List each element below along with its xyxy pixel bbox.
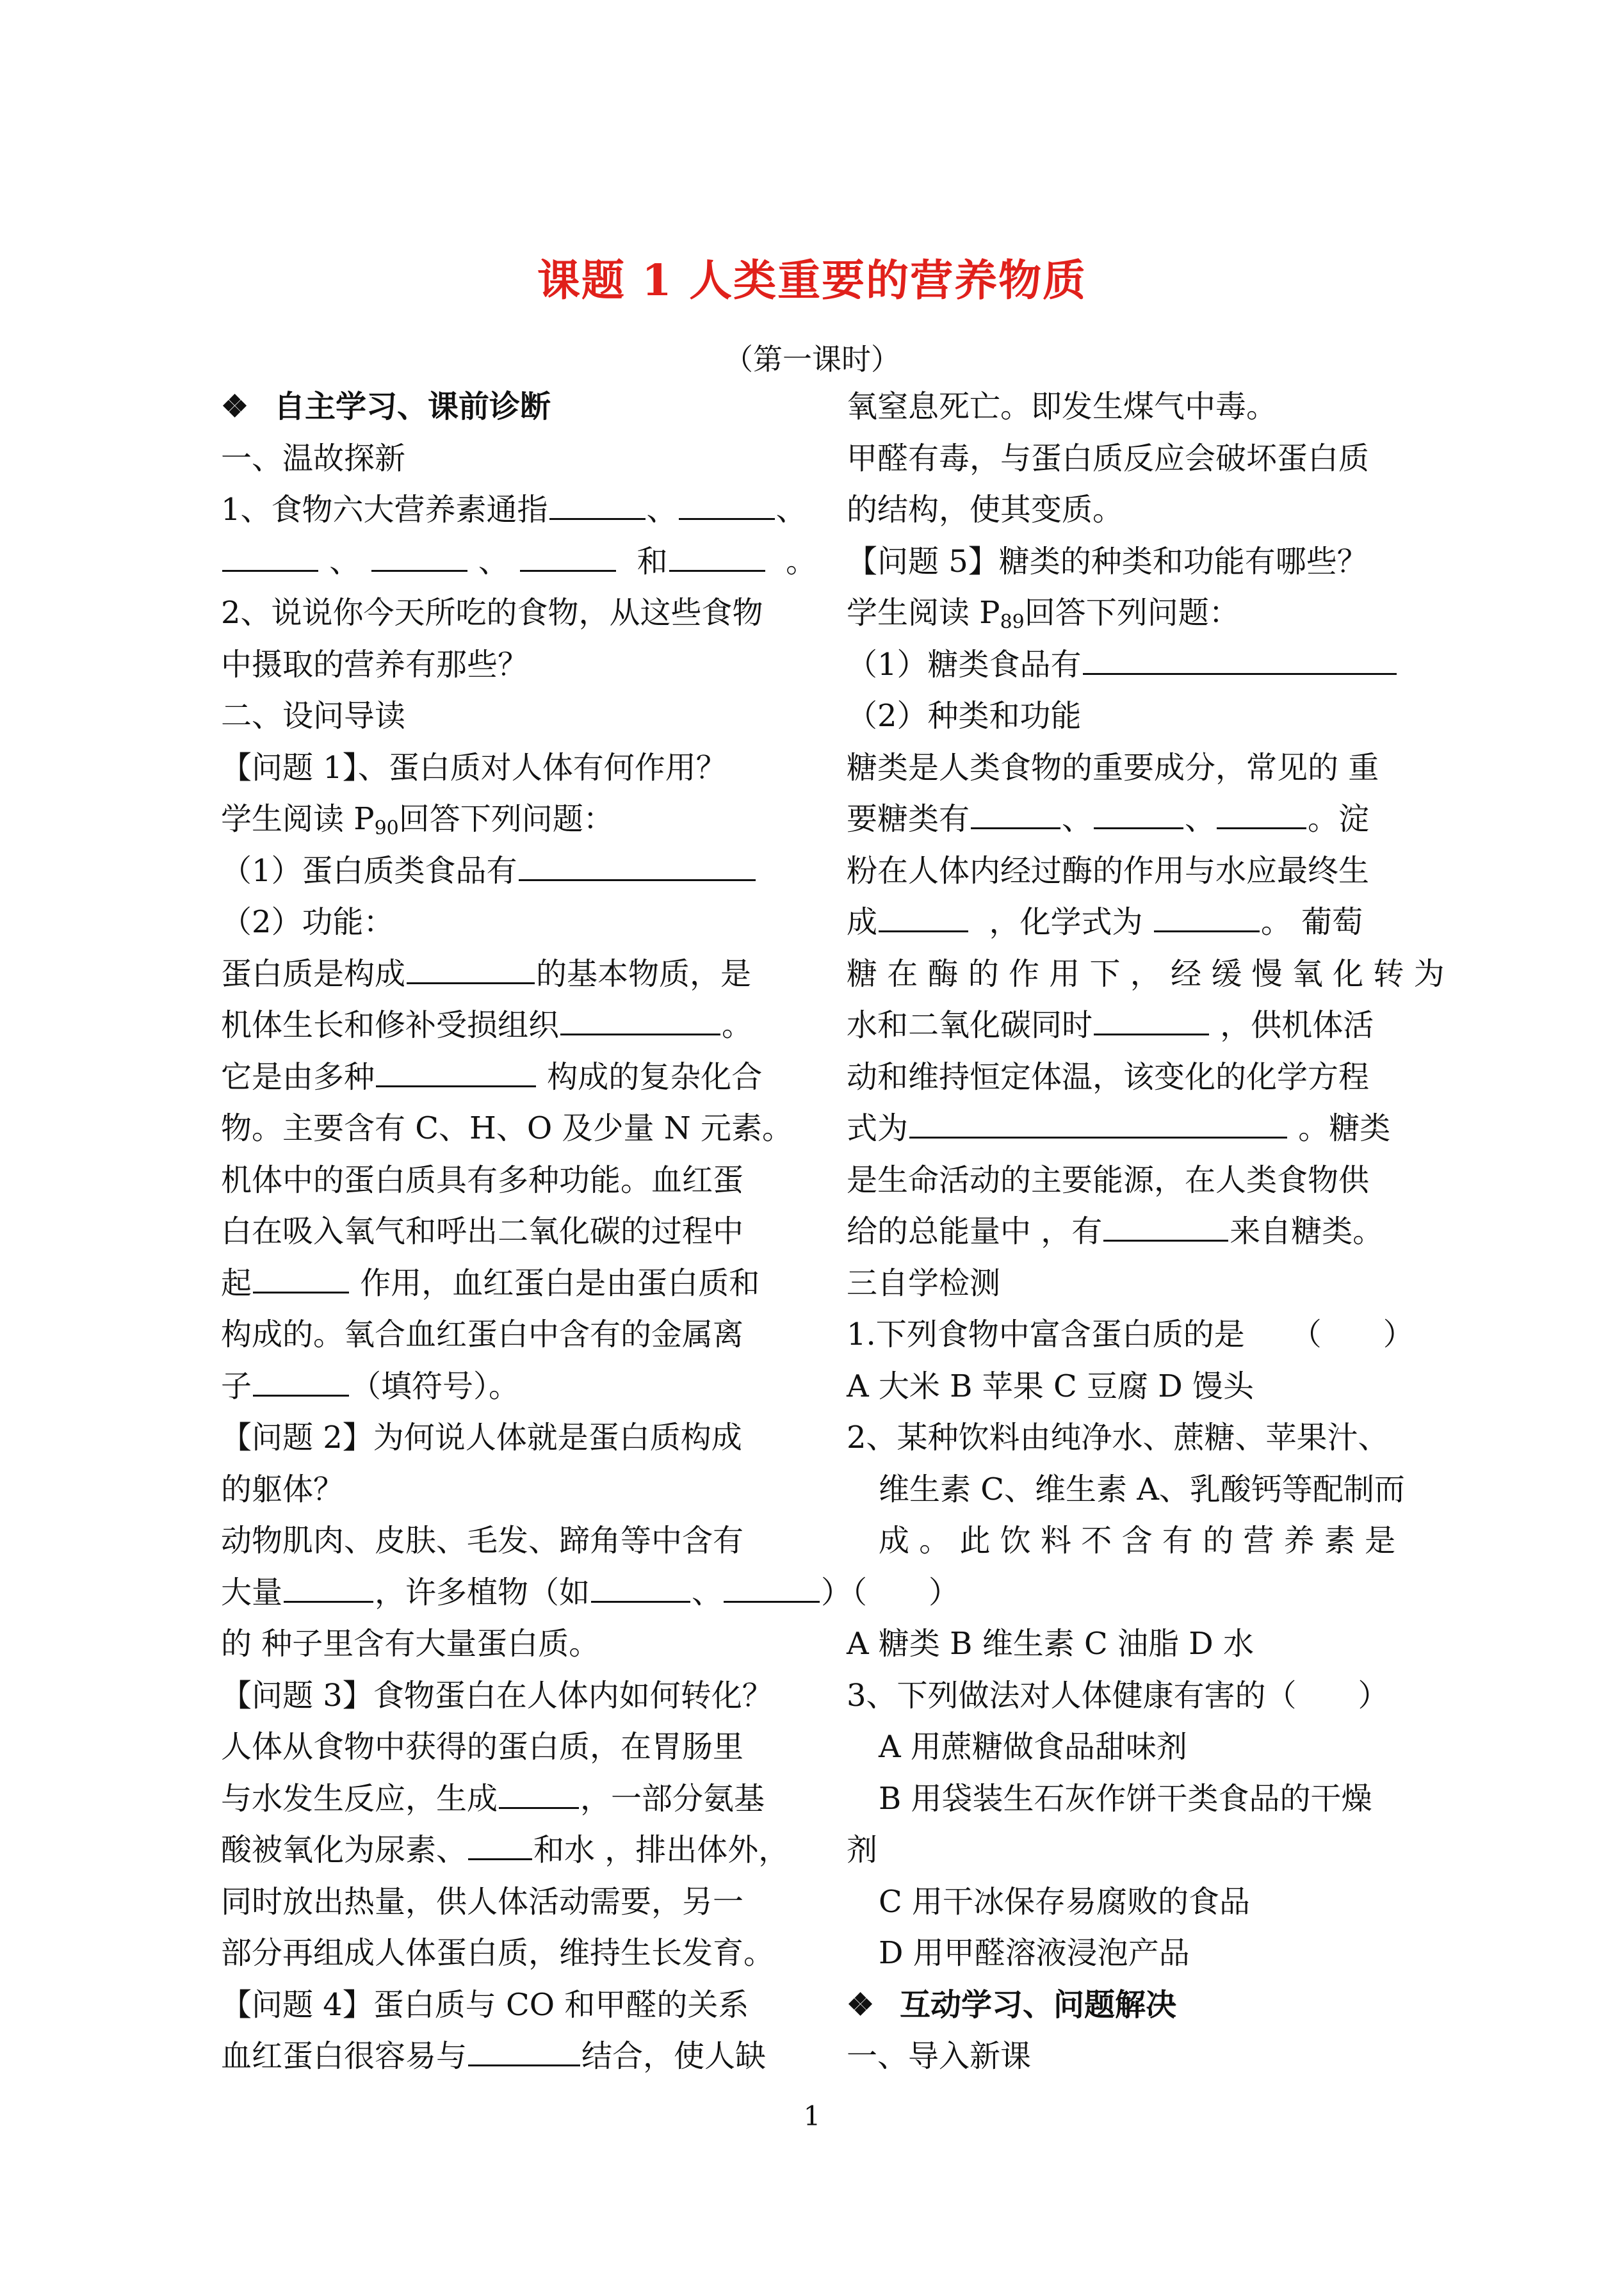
answer-blank[interactable] [222, 569, 318, 572]
answer-blank[interactable] [971, 827, 1060, 829]
section-heading-interactive: ❖ 互动学习、问题解决 [847, 1986, 1177, 2023]
protein-function-label: （2）功能： [221, 904, 394, 940]
answer-blank[interactable] [407, 982, 535, 984]
diamond-bullet-icon: ❖ [847, 1986, 875, 2023]
problem-4-text: 的结构，使其变质。 [847, 492, 1124, 528]
protein-text-line: 物。主要含有 C、H、O 及少量 N 元素。 [221, 1110, 793, 1146]
protein-text-line: 蛋白质是构成 的基本物质，是 [221, 955, 752, 992]
problem-2-text: 的 种子里含有大量蛋白质。 [221, 1626, 600, 1662]
answer-blank[interactable] [1154, 930, 1260, 932]
problem-2-text: 大量 ，许多植物（如 、 ）（ ） [221, 1574, 960, 1610]
answer-blank[interactable] [909, 1136, 1287, 1139]
answer-blank[interactable] [1094, 827, 1183, 829]
answer-blank[interactable] [371, 569, 467, 572]
sugar-text-line: 是生命活动的主要能源，在人类食物供 [847, 1162, 1370, 1198]
read-instruction-p89: 学生阅读 $P_{89}$回答下列问题： [847, 595, 1240, 633]
answer-blank[interactable] [468, 1858, 532, 1860]
protein-text-line: 起 作用，血红蛋白是由蛋白质和 [221, 1265, 760, 1301]
guide-heading: 二、设问导读 [221, 698, 406, 734]
answer-blank[interactable] [549, 517, 646, 520]
diamond-bullet-icon: ❖ [221, 389, 249, 425]
check-question-3: 3、下列做法对人体健康有害的（ ） [847, 1677, 1389, 1714]
answer-blank[interactable] [591, 1600, 690, 1603]
answer-blank[interactable] [669, 569, 765, 572]
problem-2-text: 动物肌肉、皮肤、毛发、蹄角等中含有 [221, 1523, 744, 1559]
answer-blank[interactable] [560, 1033, 720, 1035]
check-question-3-option-d[interactable]: D 用甲醛溶液浸泡产品 [879, 1935, 1190, 1971]
problem-3-text: 与水发生反应，生成 ，一部分氨基 [221, 1780, 765, 1817]
protein-text-line: 机体中的蛋白质具有多种功能。血红蛋 [221, 1162, 744, 1198]
lesson-subtitle: （第一课时） [724, 342, 900, 377]
problem-4-text: 血红蛋白很容易与 结合，使人缺 [221, 2038, 767, 2074]
protein-text-line: 构成的。氧合血红蛋白中含有的金属离 [221, 1317, 744, 1352]
self-check-heading: 三自学检测 [847, 1265, 1001, 1301]
problem-3-heading: 【问题 3】食物蛋白在人体内如何转化？ [221, 1677, 773, 1714]
question-1-line-2: 、 、 和 。 [221, 536, 800, 588]
protein-food-line: （1）蛋白质类食品有 [221, 845, 800, 897]
sugar-text-line: 水和二氧化碳同时 ，供机体活 [847, 1007, 1374, 1043]
check-question-3-option-a[interactable]: A 用蔗糖做食品甜味剂 [879, 1729, 1187, 1765]
sugar-food-line: （1）糖类食品有 [847, 639, 1410, 691]
check-question-1: 1.下列食物中富含蛋白质的是 （ ） [847, 1317, 1414, 1352]
answer-blank[interactable] [253, 1394, 349, 1397]
protein-text-line: 子 （填符号）。 [221, 1368, 520, 1404]
problem-2-heading: 【问题 2】为何说人体就是蛋白质构成 [221, 1420, 742, 1456]
question-2-line-1: 2、说说你今天所吃的食物，从这些食物 [221, 595, 763, 631]
problem-3-text: 同时放出热量，供人体活动需要，另一 [221, 1883, 744, 1920]
intro-heading: 一、导入新课 [847, 2038, 1032, 2074]
answer-blank[interactable] [468, 2064, 580, 2066]
check-question-2-cont: 成 。 此 饮 料 不 含 有 的 营 养 素 是 [879, 1523, 1396, 1559]
problem-5-heading: 【问题 5】糖类的种类和功能有哪些？ [847, 543, 1368, 580]
page-title: 课题 1 人类重要的营养物质 [537, 255, 1087, 305]
review-heading: 一、温故探新 [221, 440, 406, 476]
answer-blank[interactable] [679, 517, 775, 520]
sugar-text-line: 成 ，化学式为 。 葡萄 [847, 904, 1363, 940]
check-question-2: 2、某种饮料由纯净水、蔗糖、苹果汁、 [847, 1420, 1389, 1456]
right-column [847, 381, 1445, 2082]
answer-blank[interactable] [1083, 672, 1397, 675]
spacer-line [847, 1567, 1410, 1619]
answer-blank[interactable] [519, 879, 756, 881]
sugar-text-line: 粉在人体内经过酶的作用与水应最终生 [847, 852, 1370, 889]
check-question-3-option-b[interactable]: B 用袋装生石灰作饼干类食品的干燥 [879, 1780, 1372, 1817]
check-question-3-option-b-cont: 剂 [847, 1832, 878, 1868]
answer-blank[interactable] [376, 1085, 536, 1087]
answer-blank[interactable] [284, 1600, 373, 1603]
problem-4-text: 甲醛有毒，与蛋白质反应会破坏蛋白质 [847, 440, 1370, 476]
sugar-text-line: 糖 在 酶 的 作 用 下 ， 经 缓 慢 氧 化 转 为 [847, 955, 1445, 992]
sugar-text-line: 糖类是人类食物的重要成分，常见的 重 [847, 749, 1379, 786]
problem-3-text: 部分再组成人体蛋白质，维持生长发育。 [221, 1935, 775, 1971]
sugar-text-line: 式为 。糖类 [847, 1110, 1391, 1146]
page-number: 1 [803, 2100, 821, 2132]
answer-blank[interactable] [1103, 1239, 1228, 1242]
sugar-kinds-label: （2）种类和功能 [847, 698, 1082, 734]
check-question-1-options[interactable]: A 大米 B 苹果 C 豆腐 D 馒头 [847, 1368, 1254, 1404]
section-heading-self-study: ❖ 自主学习、课前诊断 [221, 389, 551, 425]
protein-text-line: 白在吸入氧气和呼出二氧化碳的过程中 [221, 1213, 744, 1249]
sugar-text-line: 动和维持恒定体温，该变化的化学方程 [847, 1058, 1370, 1095]
check-question-2-cont: 维生素 C、维生素 A、乳酸钙等配制而 [879, 1471, 1405, 1507]
answer-blank[interactable] [520, 569, 616, 572]
problem-2-heading-cont: 的躯体？ [221, 1471, 345, 1507]
protein-text-line: 它是由多种 构成的复杂化合 [221, 1058, 763, 1095]
problem-4-text: 氧窒息死亡。即发生煤气中毒。 [847, 389, 1278, 425]
problem-4-heading: 【问题 4】蛋白质与 CO 和甲醛的关系 [221, 1986, 749, 2023]
check-question-3-option-c[interactable]: C 用干冰保存易腐败的食品 [879, 1883, 1250, 1920]
answer-blank[interactable] [499, 1806, 579, 1809]
sugar-text-line: 给的总能量中 ，有 来自糖类。 [847, 1213, 1384, 1249]
problem-3-text: 酸被氧化为尿素、 和水 ，排出体外， [221, 1832, 790, 1868]
check-question-2-options[interactable]: A 糖类 B 维生素 C 油脂 D 水 [847, 1626, 1254, 1662]
answer-blank[interactable] [1094, 1033, 1209, 1035]
answer-blank[interactable] [724, 1600, 820, 1603]
answer-blank[interactable] [1217, 827, 1306, 829]
answer-blank[interactable] [879, 930, 968, 932]
sugar-text-line: 要糖类有 、 、 。淀 [847, 801, 1370, 837]
question-1-line-1: 1、食物六大营养素通指 、 、 [221, 492, 807, 528]
answer-blank[interactable] [253, 1291, 349, 1293]
read-instruction-p90: 学生阅读 $P_{90}$回答下列问题： [221, 801, 614, 839]
problem-1-heading: 【问题 1】、蛋白质对人体有何作用？ [221, 749, 727, 786]
protein-text-line: 机体生长和修补受损组织 。 [221, 1007, 753, 1043]
problem-3-text: 人体从食物中获得的蛋白质，在胃肠里 [221, 1729, 744, 1765]
question-2-line-2: 中摄取的营养有那些？ [221, 646, 529, 683]
